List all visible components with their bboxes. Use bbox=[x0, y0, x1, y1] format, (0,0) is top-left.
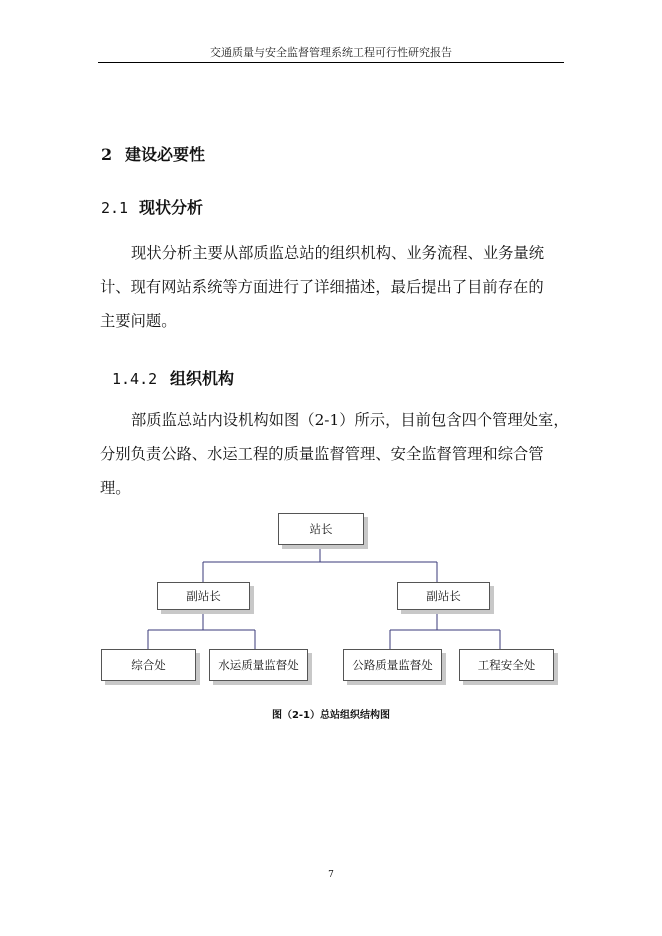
section-heading bbox=[101, 142, 205, 165]
subsection-number: 2.1 bbox=[101, 199, 129, 217]
subsection-heading bbox=[101, 195, 203, 218]
section-title: 建设必要性 bbox=[125, 145, 206, 164]
node-highway-quality-office: 公路质量监督处 bbox=[343, 649, 442, 681]
subsubsection-title: 组织机构 bbox=[170, 369, 235, 388]
subsubsection-number: 1.4.2 bbox=[112, 370, 158, 388]
paragraph-line: 理。 bbox=[100, 479, 131, 497]
intro-paragraph bbox=[100, 236, 576, 338]
node-deputy-chief-right: 副站长 bbox=[397, 582, 490, 610]
paragraph-line: 计、现有网站系统等方面进行了详细描述，最后提出了目前存在的 bbox=[100, 278, 544, 296]
page-number: 7 bbox=[328, 870, 334, 880]
header-rule bbox=[98, 62, 564, 63]
figure-caption: 图（2-1）总站组织结构图 bbox=[271, 710, 391, 721]
node-waterway-quality-office: 水运质量监督处 bbox=[209, 649, 308, 681]
node-engineering-safety-office: 工程安全处 bbox=[459, 649, 554, 681]
node-deputy-chief-left: 副站长 bbox=[157, 582, 250, 610]
running-header: 交通质量与安全监督管理系统工程可行性研究报告 bbox=[210, 46, 452, 59]
paragraph-line: 现状分析主要从部质监总站的组织机构、业务流程、业务量统 bbox=[131, 244, 545, 262]
subsection-title: 现状分析 bbox=[139, 198, 204, 217]
paragraph-line: 主要问题。 bbox=[100, 312, 177, 330]
paragraph-line: 分别负责公路、水运工程的质量监督管理、安全监督管理和综合管 bbox=[100, 445, 544, 463]
node-station-chief: 站长 bbox=[278, 513, 364, 545]
subsubsection-heading bbox=[112, 366, 234, 389]
section-number: 2 bbox=[101, 145, 113, 164]
node-general-affairs-office: 综合处 bbox=[101, 649, 196, 681]
org-paragraph bbox=[100, 403, 576, 505]
paragraph-line: 部质监总站内设机构如图（2-1）所示，目前包含四个管理处室， bbox=[131, 411, 569, 429]
